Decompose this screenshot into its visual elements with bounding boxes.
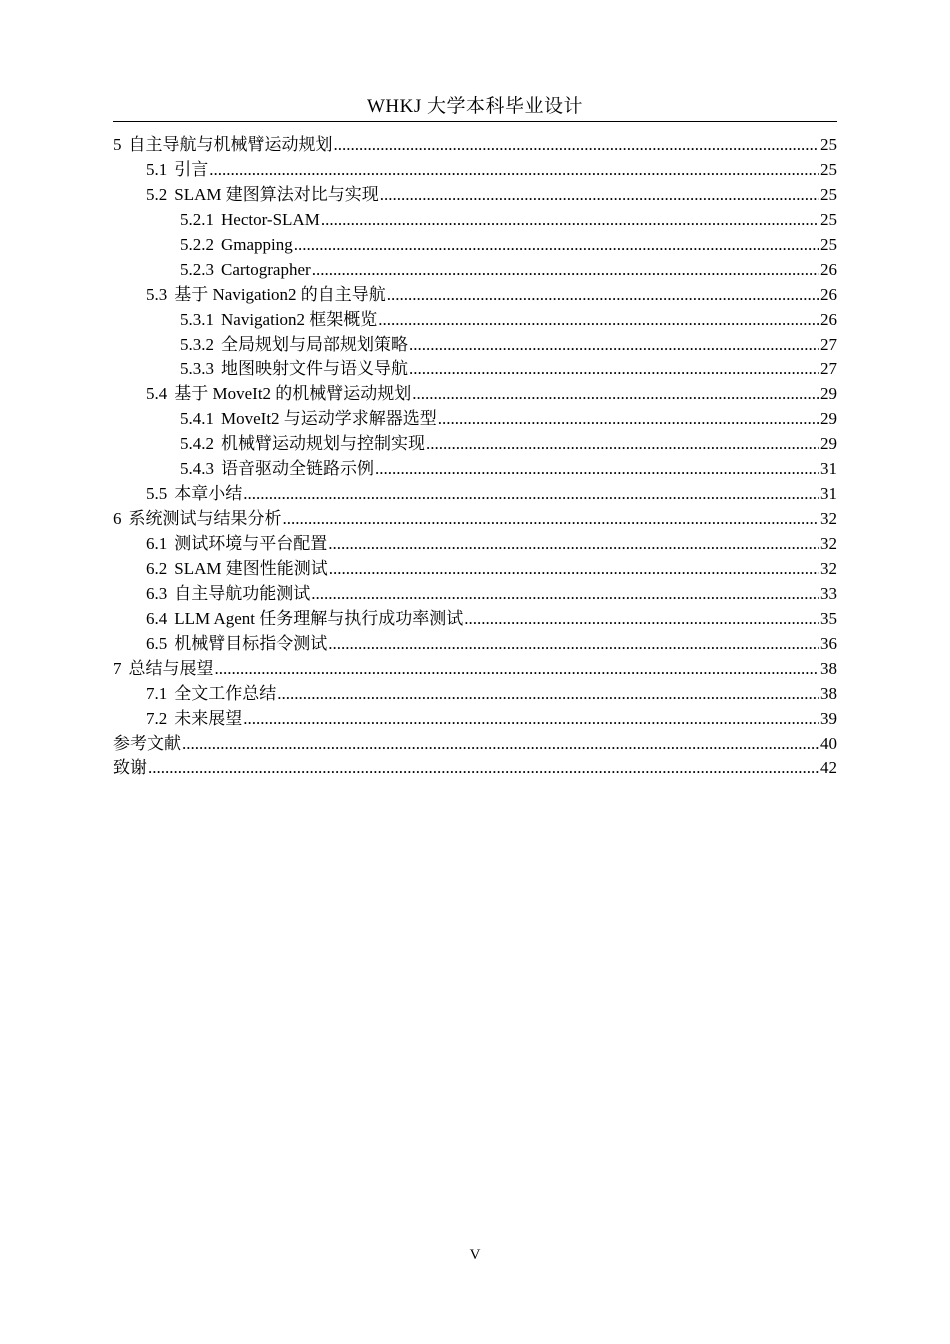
toc-entry-page: 39: [820, 708, 837, 728]
toc-entry-number: 5: [113, 135, 122, 154]
toc-entry-title: [180, 233, 293, 258]
toc-entry-text: 全局规划与局部规划策略: [221, 334, 408, 354]
toc-entry-title: [146, 183, 379, 208]
toc-entry-text: 系统测试与结果分析: [128, 509, 282, 529]
toc-entry-number: 5.2: [146, 184, 168, 204]
toc-leader-dots: [375, 457, 819, 482]
toc-entry-title: [146, 632, 327, 657]
toc-entry-page: 40: [820, 733, 837, 753]
toc-entry-page: 26: [820, 284, 837, 304]
toc-entry-page: 26: [820, 259, 837, 279]
toc-entry[interactable]: [113, 158, 837, 183]
toc-leader-dots: [409, 333, 819, 358]
toc-entry[interactable]: [113, 258, 837, 283]
toc-entry-title: [113, 657, 214, 682]
toc-entry-title: [113, 133, 333, 158]
toc-entry-page: 29: [820, 384, 837, 404]
toc-entry-title: [180, 357, 408, 382]
toc-entry-text: 机械臂运动规划与控制实现: [221, 434, 425, 454]
toc-entry-text: Gmapping: [221, 234, 293, 254]
toc-entry-text: 测试环境与平台配置: [174, 534, 328, 553]
toc-entry[interactable]: [113, 482, 837, 507]
toc-entry-number: 5.2.1: [180, 209, 214, 229]
toc-entry-number: 5.4.2: [180, 434, 214, 454]
toc-entry-title: [180, 457, 374, 482]
toc-entry-page: 32: [820, 558, 837, 578]
toc-entry-number: 6.1: [146, 534, 168, 553]
toc-entry-page: 35: [820, 608, 837, 628]
toc-leader-dots: [412, 382, 819, 407]
toc-entry-text: Cartographer: [221, 259, 311, 279]
toc-entry-page: 29: [820, 434, 837, 454]
toc-entry-number: 6.5: [146, 633, 168, 653]
toc-entry-page: 36: [820, 633, 837, 653]
toc-leader-dots: [243, 707, 819, 732]
toc-entry-number: 5.3: [146, 284, 168, 304]
toc-entry[interactable]: [113, 133, 837, 158]
toc-entry-number: 5.2.3: [180, 259, 214, 279]
page-header: WHKJ 大学本科毕业设计: [366, 96, 584, 117]
toc-entry-page: 25: [820, 184, 837, 204]
toc-entry-text: 机械臂目标指令测试: [174, 633, 328, 653]
toc-entry-text: 引言: [174, 159, 209, 179]
toc-entry-text: 本章小结: [174, 484, 243, 504]
toc-entry-title: [146, 582, 310, 607]
toc-entry[interactable]: [113, 308, 837, 333]
toc-entry-page: 29: [820, 409, 837, 429]
toc-leader-dots: [182, 732, 819, 757]
toc-entry-number: 5.1: [146, 159, 168, 179]
toc-leader-dots: [209, 158, 819, 183]
toc-entry-title: [180, 258, 311, 283]
toc-leader-dots: [409, 357, 819, 382]
toc-entry-number: 6: [113, 509, 122, 529]
toc-leader-dots: [334, 133, 820, 158]
toc-entry-text: 地图映射文件与语义导航: [221, 359, 408, 379]
toc-entry-text: LLM Agent 任务理解与执行成功率测试: [174, 608, 464, 628]
toc-entry-title: [146, 532, 327, 557]
toc-leader-dots: [283, 507, 820, 532]
toc-entry-number: 5.3.1: [180, 309, 214, 329]
toc-entry-number: 6.4: [146, 608, 168, 628]
toc-leader-dots: [311, 582, 819, 607]
toc-entry-title: [180, 333, 408, 358]
toc-entry-title: [146, 482, 242, 507]
toc-entry-text: 参考文献: [113, 733, 181, 753]
toc-entry-title: [146, 607, 463, 632]
toc-entry-page: 26: [820, 309, 837, 329]
toc-entry-text: SLAM 建图性能测试: [174, 558, 328, 578]
toc-leader-dots: [277, 682, 819, 707]
toc-entry-text: 未来展望: [174, 708, 243, 728]
toc-entry-number: 7.1: [146, 683, 168, 703]
toc-entry-number: 5.3.2: [180, 334, 214, 354]
toc-leader-dots: [215, 657, 820, 682]
toc-leader-dots: [387, 283, 819, 308]
toc-entry-title: [113, 732, 181, 757]
toc-entry[interactable]: [113, 208, 837, 233]
toc-entry[interactable]: [113, 357, 837, 382]
toc-entry[interactable]: [113, 183, 837, 208]
toc-entry-text: MoveIt2 与运动学求解器选型: [221, 409, 437, 429]
toc-entry-text: 总结与展望: [128, 658, 214, 678]
toc-entry-number: 5.2.2: [180, 234, 214, 254]
toc-entry[interactable]: [113, 682, 837, 707]
toc-entry-title: [146, 557, 328, 582]
toc-entry-page: 25: [820, 234, 837, 254]
toc-entry[interactable]: [113, 432, 837, 457]
header-rule: [113, 121, 837, 122]
toc-entry-number: 5.3.3: [180, 359, 214, 379]
toc-entry-title: [180, 208, 320, 233]
toc-entry-title: [180, 308, 377, 333]
toc-entry[interactable]: [113, 457, 837, 482]
toc-leader-dots: [329, 557, 819, 582]
toc-entry-page: 31: [820, 484, 837, 504]
toc-entry-page: 32: [820, 534, 837, 553]
toc-entry[interactable]: [113, 582, 837, 607]
toc-entry-page: 25: [820, 159, 837, 179]
toc-leader-dots: [426, 432, 819, 457]
toc-entry-number: 7.2: [146, 708, 168, 728]
toc-entry-text: 全文工作总结: [174, 683, 277, 703]
toc-entry-number: 6.3: [146, 583, 168, 603]
toc-leader-dots: [148, 756, 819, 781]
toc-entry[interactable]: [113, 657, 837, 682]
toc-entry-number: 6.2: [146, 558, 168, 578]
toc-entry[interactable]: [113, 283, 837, 308]
toc-entry-title: [113, 756, 147, 781]
toc-leader-dots: [321, 208, 819, 233]
toc-leader-dots: [312, 258, 819, 283]
toc-leader-dots: [464, 607, 819, 632]
toc-entry[interactable]: [113, 507, 837, 532]
toc-entry[interactable]: [113, 632, 837, 657]
toc-leader-dots: [328, 632, 819, 657]
toc-entry-page: 25: [820, 209, 837, 229]
toc-entry-title: [113, 507, 282, 532]
toc-entry-page: 33: [820, 583, 837, 603]
toc-entry[interactable]: [113, 756, 837, 781]
toc-entry-page: 38: [820, 683, 837, 703]
table-of-contents: [113, 133, 837, 781]
toc-entry[interactable]: [113, 732, 837, 757]
toc-entry-title: [146, 382, 411, 407]
toc-entry-number: 7: [113, 658, 122, 678]
toc-entry-page: 27: [820, 359, 837, 379]
toc-entry-number: 5.4.3: [180, 459, 214, 479]
toc-entry-text: 致谢: [113, 758, 147, 778]
toc-entry-title: [146, 283, 386, 308]
toc-entry-page: 31: [820, 459, 837, 479]
toc-entry-text: 基于 MoveIt2 的机械臂运动规划: [174, 384, 412, 404]
toc-entry-text: 语音驱动全链路示例: [221, 459, 374, 479]
toc-entry-title: [146, 158, 208, 183]
toc-entry[interactable]: [113, 607, 837, 632]
page-number: V: [469, 1247, 481, 1263]
toc-entry[interactable]: [113, 557, 837, 582]
toc-entry-text: Navigation2 框架概览: [221, 309, 378, 329]
toc-leader-dots: [243, 482, 819, 507]
toc-entry[interactable]: [113, 407, 837, 432]
toc-leader-dots: [438, 407, 819, 432]
toc-entry[interactable]: [113, 382, 837, 407]
toc-entry[interactable]: [113, 233, 837, 258]
toc-entry-number: 5.4: [146, 384, 168, 404]
toc-entry[interactable]: [113, 532, 837, 557]
toc-leader-dots: [294, 233, 819, 258]
toc-entry-text: Hector-SLAM: [221, 209, 320, 229]
toc-entry-page: 32: [820, 509, 837, 529]
toc-entry-text: SLAM 建图算法对比与实现: [174, 184, 379, 204]
toc-entry-page: 42: [820, 758, 837, 778]
toc-entry-page: 27: [820, 334, 837, 354]
toc-entry-text: 基于 Navigation2 的自主导航: [174, 284, 386, 304]
toc-entry-title: [180, 407, 437, 432]
toc-entry-text: 自主导航功能测试: [174, 583, 311, 603]
toc-entry[interactable]: [113, 707, 837, 732]
toc-entry-page: 25: [820, 135, 837, 154]
toc-leader-dots: [380, 183, 819, 208]
toc-leader-dots: [328, 532, 819, 557]
toc-entry-number: 5.4.1: [180, 409, 214, 429]
toc-entry-text: 自主导航与机械臂运动规划: [128, 135, 333, 154]
toc-entry-number: 5.5: [146, 484, 168, 504]
toc-leader-dots: [378, 308, 819, 333]
toc-entry[interactable]: [113, 333, 837, 358]
toc-entry-title: [180, 432, 425, 457]
toc-entry-title: [146, 682, 276, 707]
toc-entry-page: 38: [820, 658, 837, 678]
toc-entry-title: [146, 707, 242, 732]
